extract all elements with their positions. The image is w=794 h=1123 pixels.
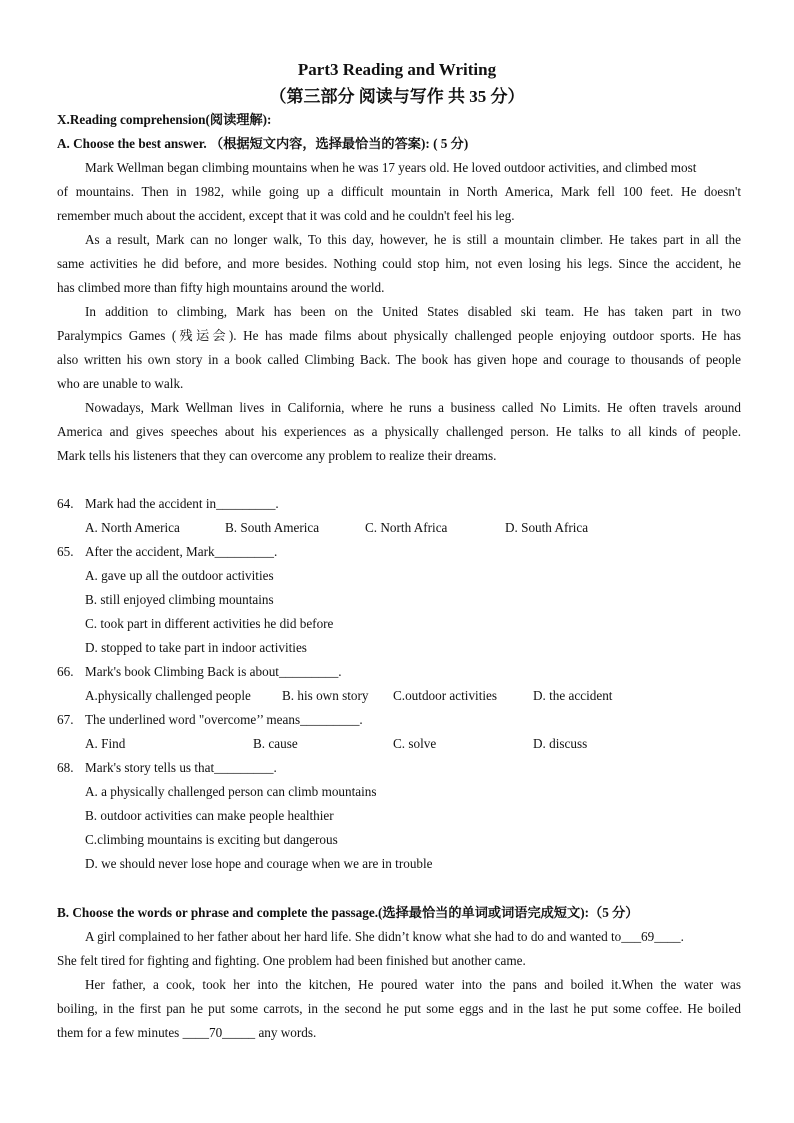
option-d[interactable]: D. South Africa <box>505 520 589 535</box>
question-number: 68. <box>57 760 74 775</box>
question-stem: Mark's story tells us that_________. <box>85 760 277 775</box>
section-x-heading: X.Reading comprehension(阅读理解): <box>57 112 272 127</box>
passage-b-line: them for a few minutes ____70_____ any words. <box>57 1025 317 1040</box>
question-stem: Mark had the accident in_________. <box>85 496 279 511</box>
part-subtitle: （第三部分 阅读与写作 共 35 分） <box>269 87 525 106</box>
option-c[interactable]: C. North Africa <box>365 520 448 535</box>
passage-a-line: of mountains. Then in 1982, while going up a difficult mountain in North America, Mark fell 100 feet. He doesn't <box>57 184 741 199</box>
option-c[interactable]: C.outdoor activities <box>393 688 498 703</box>
question-67 <box>57 712 741 728</box>
part-title: Part3 Reading and Writing <box>297 60 497 79</box>
part-b-heading: B. Choose the words or phrase and complete the passage.(选择最恰当的单词或词语完成短文):（5 分） <box>57 905 639 920</box>
question-number: 66. <box>57 664 74 679</box>
passage-a-line: America and gives speeches about his experiences as a physically challenged person. He talks to all kinds of people. <box>57 424 741 439</box>
option-b[interactable]: B. his own story <box>282 688 369 703</box>
option-b[interactable]: B. cause <box>253 736 298 751</box>
passage-a-line: remember much about the accident, except that it was cold and he couldn't feel his leg. <box>57 208 515 223</box>
part-a-heading: A. Choose the best answer. （根据短文内容，选择最恰当的答案): ( 5 分) <box>57 136 469 151</box>
option-b[interactable]: B. South America <box>225 520 320 535</box>
option-a[interactable]: A. North America <box>85 520 180 535</box>
option-d[interactable]: D. discuss <box>533 736 588 751</box>
question-68 <box>57 760 741 776</box>
passage-a-line: Nowadays, Mark Wellman lives in California, where he runs a business called No Limits. He often travels around <box>85 400 741 415</box>
passage-a-line: who are unable to walk. <box>57 376 184 391</box>
passage-b-line: She felt tired for fighting and fighting. One problem had been finished but another came. <box>57 953 526 968</box>
passage-a-line: Paralympics Games (残运会). He has made films about physically challenged people enjoying outdoor sports. He has <box>57 328 741 343</box>
option-d[interactable]: D. stopped to take part in indoor activities <box>85 640 307 655</box>
question-number: 64. <box>57 496 74 511</box>
passage-a-line: same activities he did before, and more besides. Nothing could stop him, not even losing his legs. Since the accident, he <box>57 256 741 271</box>
passage-a-line: Mark tells his listeners that they can overcome any problem to realize their dreams. <box>57 448 497 463</box>
option-c[interactable]: C.climbing mountains is exciting but dangerous <box>85 832 338 847</box>
passage-b-line: boiling, in the first pan he put some carrots, in the second he put some eggs and in the last he put some coffee. He boiled <box>57 1001 741 1016</box>
question-number: 67. <box>57 712 74 727</box>
question-stem: The underlined word "overcome’’ means_________. <box>85 712 363 727</box>
passage-a-line: Mark Wellman began climbing mountains when he was 17 years old. He loved outdoor activities, and climbed most <box>85 160 697 175</box>
passage-b-line: Her father, a cook, took her into the kitchen, He poured water into the pans and boiled it.When the water was <box>85 977 741 992</box>
question-stem: Mark's book Climbing Back is about_________. <box>85 664 342 679</box>
option-b[interactable]: B. still enjoyed climbing mountains <box>85 592 274 607</box>
passage-a-line: also written his own story in a book called Climbing Back. The book has given hope and courage to thousands of people <box>57 352 741 367</box>
option-d[interactable]: D. we should never lose hope and courage when we are in trouble <box>85 856 433 871</box>
option-d[interactable]: D. the accident <box>533 688 613 703</box>
option-c[interactable]: C. solve <box>393 736 437 751</box>
option-a[interactable]: A. Find <box>85 736 126 751</box>
question-stem: After the accident, Mark_________. <box>85 544 278 559</box>
passage-a-line: In addition to climbing, Mark has been on the United States disabled ski team. He has taken part in two <box>85 304 741 319</box>
option-a[interactable]: A. a physically challenged person can climb mountains <box>85 784 377 799</box>
passage-a-line: As a result, Mark can no longer walk, To this day, however, he is still a mountain climber. He takes part in all the <box>85 232 741 247</box>
question-65 <box>57 544 741 560</box>
passage-b-line: A girl complained to her father about her hard life. She didn’t know what she had to do and wanted to___69____. <box>85 929 684 944</box>
option-a[interactable]: A. gave up all the outdoor activities <box>85 568 274 583</box>
option-b[interactable]: B. outdoor activities can make people healthier <box>85 808 334 823</box>
option-c[interactable]: C. took part in different activities he did before <box>85 616 334 631</box>
question-64 <box>57 496 741 512</box>
option-a[interactable]: A.physically challenged people <box>85 688 251 703</box>
question-number: 65. <box>57 544 74 559</box>
passage-a-line: has climbed more than fifty high mountains around the world. <box>57 280 385 295</box>
question-66 <box>57 664 741 680</box>
